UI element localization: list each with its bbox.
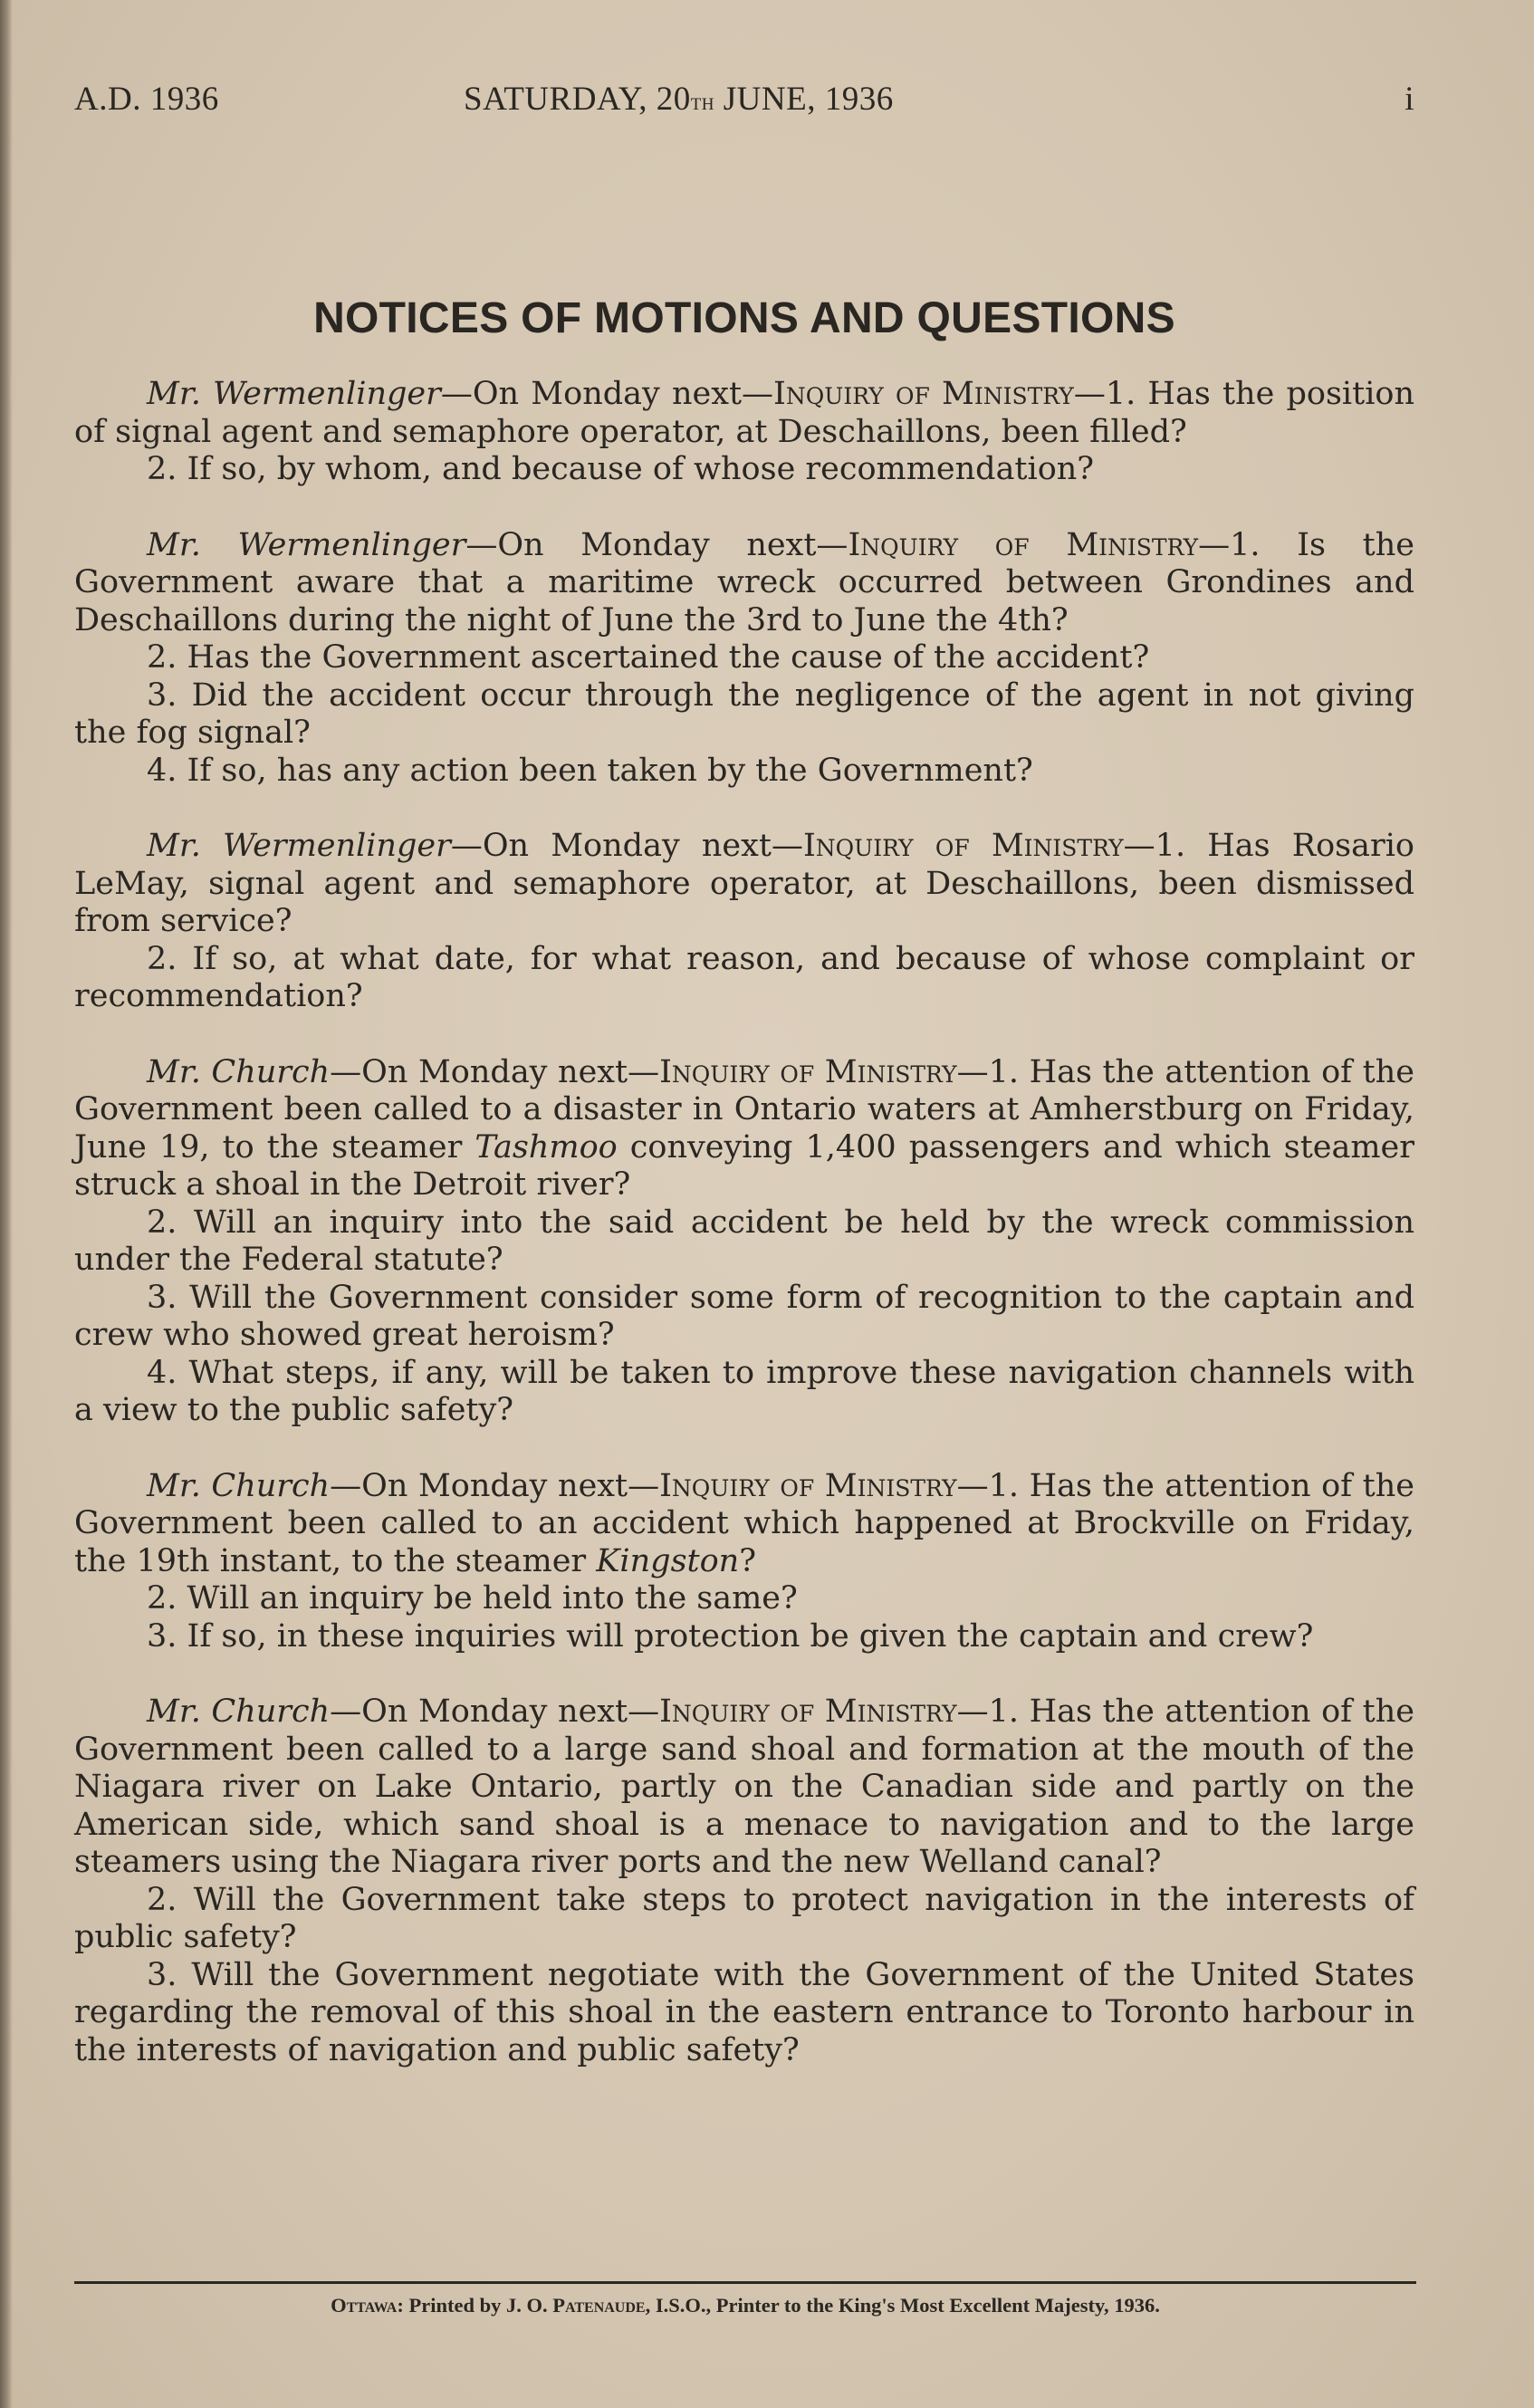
notices-body: [74, 376, 1414, 2107]
inquiry-label: Inquiry of Ministry: [659, 1053, 957, 1090]
notice-question-3: 3. Will the Government consider some form of recognition to the captain and crew who showed great heroism?: [74, 1279, 1414, 1353]
notice-question-3: 3. If so, in these inquiries will protection be given the captain and crew?: [147, 1617, 1314, 1655]
member-name: Mr. Wermenlinger: [147, 376, 441, 412]
notice-4: [74, 1054, 1414, 1430]
notice-question-2: 2. Will an inquiry be held into the same?: [147, 1580, 798, 1617]
notice-question-4: 4. What steps, if any, will be taken to improve these navigation channels with a view to the public safety?: [74, 1354, 1414, 1428]
binding-edge: [0, 0, 13, 2408]
running-header: [74, 80, 1414, 123]
inquiry-label: Inquiry of Ministry: [802, 828, 1124, 864]
member-name: Mr. Wermenlinger: [147, 828, 451, 864]
notice-question-1: Mr. Church—On Monday next—Inquiry of Ministry—1. Has the attention of the Government been called to a large sand shoal and formation at the mouth of the Niagara river on Lake Ontario, partly on the Canadian side and partly on the American side, which sand shoal is a menace to navigation and to the large steamers using the Niagara river ports and the new Welland canal?: [74, 1693, 1414, 1880]
printer-imprint: Ottawa: Printed by J. O. Patenaude, I.S.O., Printer to the King's Most Excellent Majesty, 1936.: [331, 2294, 1160, 2317]
page-number: i: [1405, 81, 1414, 118]
inquiry-label: Inquiry of Ministry: [773, 376, 1074, 412]
notice-5: [74, 1468, 1414, 1656]
steamer-name: Kingston: [596, 1542, 740, 1579]
notice-question-2: 2. If so, by whom, and because of whose recommendation?: [147, 451, 1095, 487]
member-name: Mr. Church: [147, 1053, 331, 1090]
notice-6: [74, 1693, 1414, 2069]
header-date: SATURDAY, 20th JUNE, 1936: [464, 81, 894, 118]
notice-question-1: Mr. Church—On Monday next—Inquiry of Ministry—1. Has the attention of the Government been called to a disaster in Ontario waters at Amherstburg on Friday, June 19, to the steamer Tashmoo conveying 1,400 passengers and which steamer struck a shoal in the Detroit river?: [74, 1053, 1415, 1203]
notice-question-2: 2. Will an inquiry into the said accident be held by the wreck commission under the Federal statute?: [74, 1204, 1414, 1278]
notice-question-2: 2. Has the Government ascertained the cause of the accident?: [147, 639, 1150, 676]
member-name: Mr. Wermenlinger: [147, 526, 466, 563]
notice-question-1: Mr. Wermenlinger—On Monday next—Inquiry of Ministry—1. Is the Government aware that a maritime wreck occurred between Grondines and Deschaillons during the night of June the 3rd to June the 4th?: [74, 526, 1414, 638]
steamer-name: Tashmoo: [475, 1128, 618, 1166]
header-year: A.D. 1936: [74, 81, 219, 118]
notice-2: [74, 527, 1414, 791]
notice-question-2: 2. If so, at what date, for what reason, and because of whose complaint or recommendation?: [74, 940, 1414, 1014]
imprint-printer: Patenaude: [552, 2294, 646, 2317]
inquiry-label: Inquiry of Ministry: [659, 1467, 957, 1504]
member-name: Mr. Church: [147, 1467, 331, 1504]
notice-question-3: 3. Did the accident occur through the negligence of the agent in not giving the fog signal?: [74, 676, 1414, 751]
footer-rule: [74, 2281, 1416, 2284]
imprint-place: Ottawa: [331, 2294, 398, 2317]
notice-3: [74, 828, 1414, 1016]
notice-question-3: 3. Will the Government negotiate with the Government of the United States regarding the removal of this shoal in the eastern entrance to Toronto harbour in the interests of navigation and public safety?: [74, 1956, 1414, 2068]
inquiry-label: Inquiry of Ministry: [848, 526, 1199, 563]
notice-question-1: Mr. Wermenlinger—On Monday next—Inquiry of Ministry—1. Has Rosario LeMay, signal agent and semaphore operator, at Deschaillons, been dismissed from service?: [74, 828, 1415, 939]
notice-question-1: Mr. Wermenlinger—On Monday next—Inquiry of Ministry—1. Has the position of signal agent and semaphore operator, at Deschaillons, been filled?: [74, 376, 1415, 450]
notice-1: [74, 376, 1414, 489]
date-ordinal: th: [690, 88, 715, 115]
member-name: Mr. Church: [147, 1693, 331, 1730]
notice-question-4: 4. If so, has any action been taken by the Government?: [147, 752, 1033, 789]
page-title: NOTICES OF MOTIONS AND QUESTIONS: [313, 294, 1175, 342]
notice-question-1: Mr. Church—On Monday next—Inquiry of Ministry—1. Has the attention of the Government been called to an accident which happened at Brockville on Friday, the 19th instant, to the steamer Kingston?: [74, 1467, 1414, 1579]
inquiry-label: Inquiry of Ministry: [659, 1693, 957, 1730]
notice-question-2: 2. Will the Government take steps to protect navigation in the interests of public safety?: [74, 1881, 1414, 1955]
